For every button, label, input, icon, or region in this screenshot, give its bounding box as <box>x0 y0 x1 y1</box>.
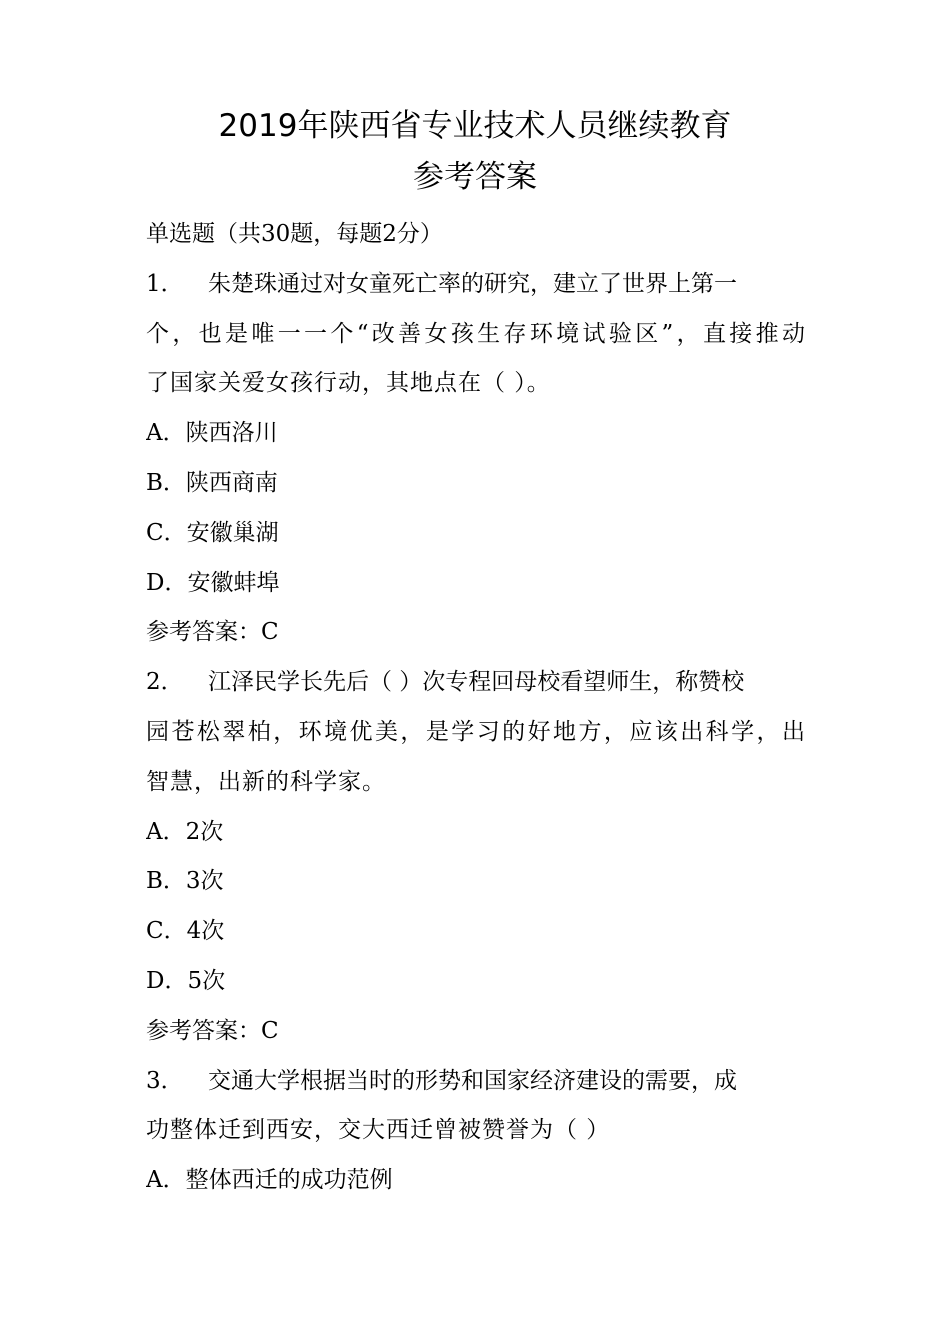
question-text: 个，也是唯一一个“改善女孩生存环境试验区”，直接推动 <box>146 320 806 347</box>
option-d: D．安徽蚌埠 <box>146 569 280 596</box>
question-number: 1． <box>146 270 184 297</box>
question-1-line-1 <box>146 260 806 310</box>
reference-answer: 参考答案：C <box>146 1017 279 1044</box>
question-text: 了国家关爱女孩行动，其地点在（ ）。 <box>146 370 551 397</box>
question-3-line-1 <box>146 1057 806 1107</box>
question-text: 功整体迁到西安，交大西迁曾被赞誉为（ ） <box>146 1117 611 1144</box>
document-title-line-2: 参考答案 <box>413 159 537 195</box>
question-text: 交通大学根据当时的形势和国家经济建设的需要，成 <box>208 1067 737 1094</box>
option-a: A．陕西洛川 <box>146 420 278 447</box>
question-2-line-1 <box>146 658 806 708</box>
question-text: 园苍松翠柏，环境优美，是学习的好地方，应该出科学，出 <box>146 718 806 745</box>
section-heading: 单选题（共30题，每题2分） <box>146 221 443 247</box>
option-c: C．4次 <box>146 918 225 945</box>
option-b: B．陕西商南 <box>146 469 278 496</box>
question-2 <box>146 658 806 1056</box>
option-d: D．5次 <box>146 967 226 994</box>
question-text: 朱楚珠通过对女童死亡率的研究，建立了世界上第一 <box>208 270 737 297</box>
question-3 <box>146 1057 806 1206</box>
question-text: 江泽民学长先后（ ）次专程回母校看望师生，称赞校 <box>208 669 745 696</box>
question-text: 智慧，出新的科学家。 <box>146 768 386 795</box>
reference-answer: 参考答案：C <box>146 619 279 646</box>
option-a: A．整体西迁的成功范例 <box>146 1167 393 1194</box>
option-c: C．安徽巢湖 <box>146 519 279 546</box>
document-title-line-1: 2019年陕西省专业技术人员继续教育 <box>218 108 732 144</box>
document-body <box>146 210 806 1206</box>
question-1 <box>146 260 806 658</box>
question-number: 2． <box>146 669 184 696</box>
option-b: B．3次 <box>146 868 224 895</box>
option-a: A．2次 <box>146 818 224 845</box>
question-number: 3． <box>146 1067 184 1094</box>
